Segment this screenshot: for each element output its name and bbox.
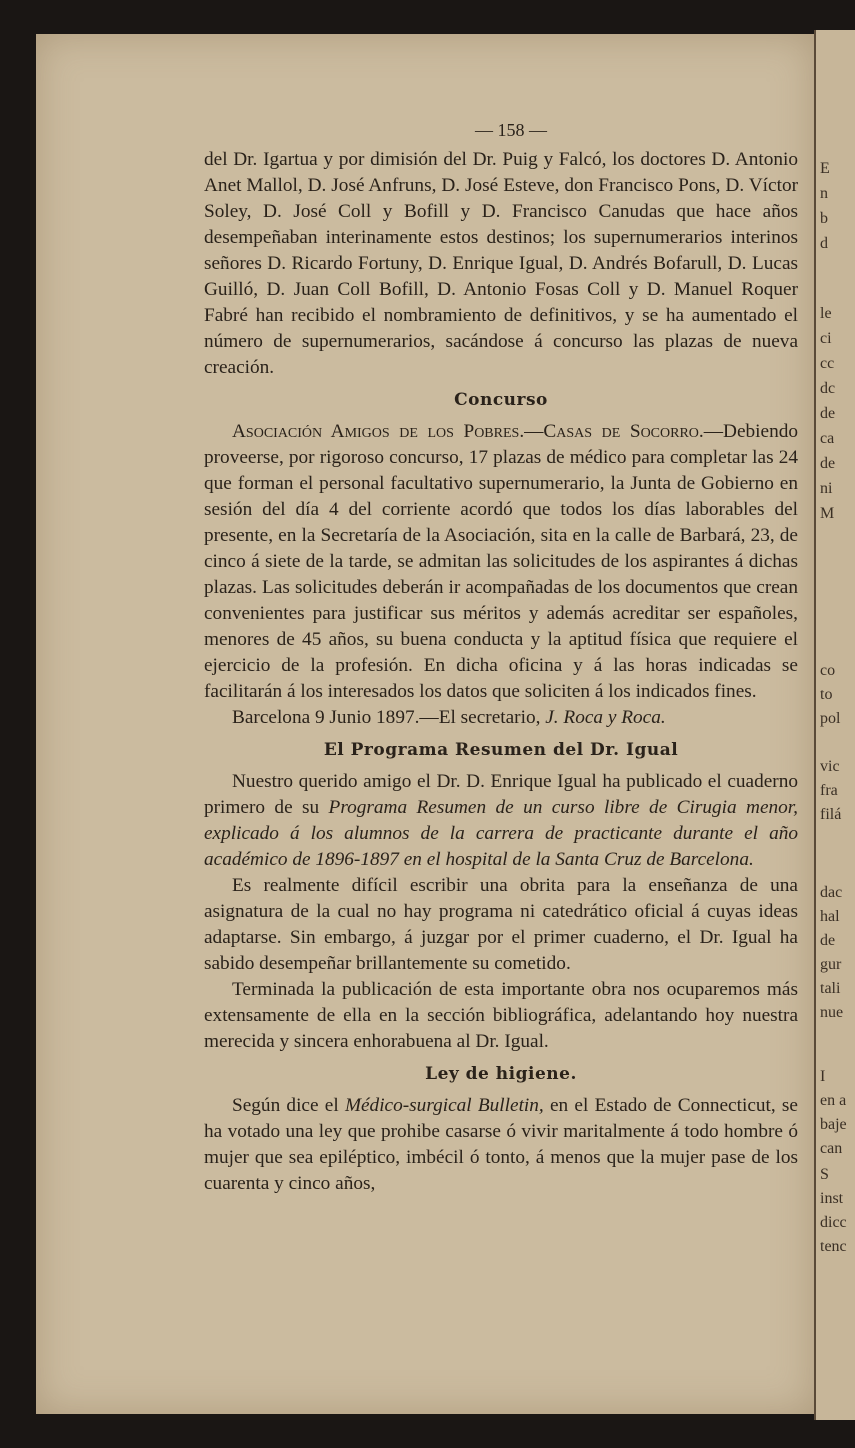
paragraph-programa-2: Es realmente difícil escribir una obrita para la enseñanza de una asignatura de la cual no hay programa ni catedrático oficial á cuyas ideas adaptarse. Sin embargo, á juzgar por el primer cuaderno, el Dr. Igual ha sabido desempeñar brillantemente su cometido. [204, 875, 798, 974]
adjacent-page-fragment: filá [820, 806, 842, 823]
adjacent-page-fragment: d [820, 235, 828, 252]
adjacent-page-fragment: b [820, 210, 828, 227]
adjacent-page-fragment: nue [820, 1004, 844, 1021]
higiene-post: en el Estado de Connecticut, se ha votado una ley que prohibe casarse ó vivir maritalmente á todo hombre ó mujer que sea epiléptico, imbécil ó tonto, á menos que la mujer pase de los cuarenta y cinco años, [204, 1095, 798, 1194]
adjacent-page-fragment: M [820, 505, 835, 522]
higiene-journal: Médico-surgical Bulletin, [344, 1095, 544, 1116]
paragraph-concurso [204, 419, 798, 705]
adjacent-page-fragment: dicc [820, 1214, 847, 1231]
adjacent-page-fragment: vic [820, 758, 840, 775]
adjacent-page-fragment: n [820, 185, 828, 202]
higiene-pre: Según dice el [232, 1095, 339, 1116]
paragraph-programa-3: Terminada la publicación de esta importante obra nos ocuparemos más extensamente de ella en la sección bibliográfica, adelantando hoy nuestra merecida y sincera enhorabuena al Dr. Igual. [204, 979, 798, 1052]
adjacent-page-fragment: E [820, 160, 830, 177]
adjacent-page-fragment: dc [820, 380, 836, 397]
heading-programa: El Programa Resumen del Dr. Igual [323, 740, 679, 760]
adjacent-page-fragment: de [820, 405, 836, 422]
concurso-lead: Asociación Amigos de los Pobres.—Casas de Socorro. [232, 421, 704, 442]
adjacent-page-fragment: de [820, 932, 836, 949]
adjacent-page-fragment: tali [820, 980, 841, 997]
adjacent-page-fragment: le [820, 305, 832, 322]
adjacent-page-fragment: en a [820, 1092, 847, 1109]
adjacent-page-fragment: to [820, 686, 833, 703]
adjacent-page-fragment: S [820, 1166, 829, 1183]
programa-title: Programa Resumen de un curso libre de Cirugia menor, explicado á los alumnos de la carrera de practicante durante el año académico de 1896-1897 en el hospital de la Santa Cruz de Barcelona. [204, 797, 798, 870]
adjacent-page-fragment: co [820, 662, 836, 679]
adjacent-page-fragment: dac [820, 884, 843, 901]
paragraph-higiene [204, 1093, 798, 1197]
concurso-signature [204, 705, 798, 731]
adjacent-page-edge [814, 30, 855, 1420]
adjacent-page-fragment: tenc [820, 1238, 847, 1255]
paragraph-appointments: del Dr. Igartua y por dimisión del Dr. Puig y Falcó, los doctores D. Antonio Anet Mallol, D. José Anfruns, D. José Esteve, don Francisco Pons, D. Víctor Soley, D. José Coll y Bofill y D. Francisco Canudas que hace años desempeñaban interinamente estos destinos; los supernumerarios interinos señores D. Ricardo Fortuny, D. Enrique Igual, D. Andrés Bofarull, D. Lucas Guilló, D. Juan Coll Bofill, D. Antonio Fosas Coll y D. Manuel Roquer Fabré han recibido el nombramiento de definitivos, y se ha aumentado el número de supernumerarios, sacándose á concurso las plazas de nueva creación. [204, 149, 798, 378]
adjacent-page-fragment: ca [820, 430, 835, 447]
heading-higiene: Ley de higiene. [425, 1064, 577, 1084]
adjacent-page-fragment: I [820, 1068, 826, 1085]
concurso-body: —Debiendo proveerse, por rigoroso concurso, 17 plazas de médico para completar las 24 que forman el personal facultativo supernumerario, la Junta de Gobierno en sesión del día 4 del corriente acordó que todos los días laborables del presente, en la Secretaría de la Asociación, sita en la calle de Barbará, 23, de cinco á siete de la tarde, se admitan las solicitudes de los aspirantes á dichas plazas. Las solicitudes deberán ir acompañadas de los documentos que crean convenientes para justificar sus méritos y además acreditar ser españoles, menores de 45 años, su buena conducta y la aptitud física que requiere el ejercicio de la profesión. En dicha oficina y á las horas indicadas se facilitarán á los interesados los datos que soliciten á los indicados fines. [204, 421, 798, 702]
programa-intro: Nuestro querido amigo el Dr. D. Enrique Igual ha publicado el cuaderno primero de su [204, 771, 798, 818]
signature-name: J. Roca y Roca. [545, 707, 666, 728]
adjacent-page-fragment: gur [820, 956, 842, 973]
page-content [204, 117, 798, 1197]
adjacent-page-fragment: ci [820, 330, 832, 347]
heading-concurso: Concurso [454, 390, 548, 410]
adjacent-page-fragment: inst [820, 1190, 844, 1207]
adjacent-page-fragment: baje [820, 1116, 847, 1133]
adjacent-page-fragment: de [820, 455, 836, 472]
adjacent-page-fragment: hal [820, 908, 840, 925]
adjacent-page-fragment: ni [820, 480, 833, 497]
adjacent-page-fragment: fra [820, 782, 838, 799]
paragraph-programa-1 [204, 769, 798, 873]
adjacent-page-fragment: pol [820, 710, 841, 727]
signature-prefix: Barcelona 9 Junio 1897.—El secretario, [232, 707, 541, 728]
adjacent-page-fragment: can [820, 1140, 843, 1157]
adjacent-page-fragment: cc [820, 355, 835, 372]
page-number: — 158 — [475, 120, 547, 140]
